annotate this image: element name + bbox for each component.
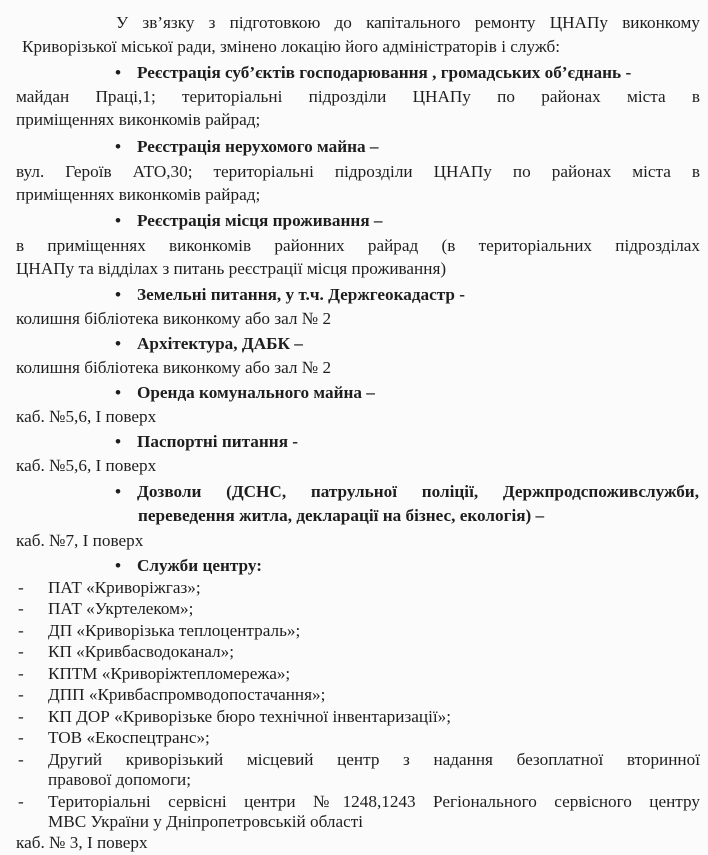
section-body: приміщеннях виконкомів райрад; bbox=[16, 110, 261, 129]
section-body: колишня бібліотека виконкому або зал № 2 bbox=[16, 309, 332, 328]
section-heading-business-registration: • Реєстрація суб’єктів господарювання , громадських об’єднань - bbox=[115, 63, 632, 82]
dash-icon: - bbox=[18, 642, 24, 662]
section-heading-architecture: • Архітектура, ДАБК – bbox=[115, 334, 303, 353]
dash-icon: - bbox=[18, 749, 24, 769]
section-body: каб. №7, І поверх bbox=[16, 531, 144, 550]
service-list-item: - ПАТ «Укртелеком»; bbox=[18, 599, 194, 619]
bullet-icon: • bbox=[115, 334, 122, 353]
section-heading-permits-cont: переведення житла, декларації на бізнес, екологія) – bbox=[138, 506, 545, 525]
service-list-item: - Другий криворізький місцевий центр з надання безоплатної вторинної bbox=[18, 749, 700, 769]
intro-line-2: Криворізької міської ради, змінено локацію його адміністраторів і служб: bbox=[22, 37, 561, 56]
service-list-item-cont: МВС України у Дніпропетровській області bbox=[48, 812, 364, 832]
dash-icon: - bbox=[18, 685, 24, 705]
bullet-icon: • bbox=[115, 432, 122, 451]
dash-icon: - bbox=[18, 599, 24, 619]
service-list-item: - КП ДОР «Криворізьке бюро технічної інвентаризації»; bbox=[18, 706, 451, 726]
section-heading-passport-issues: • Паспортні питання - bbox=[115, 432, 299, 451]
section-heading-land-issues: • Земельні питання, у т.ч. Держгеокадастр - bbox=[115, 285, 465, 304]
section-body: каб. №5,6, І поверх bbox=[16, 456, 157, 475]
service-list-item: - ПАТ «Криворіжгаз»; bbox=[18, 577, 201, 597]
dash-icon: - bbox=[18, 706, 24, 726]
section-heading-center-services: • Служби центру: bbox=[115, 556, 262, 575]
section-heading-residence-registration: • Реєстрація місця проживання – bbox=[115, 211, 383, 230]
intro-line-1: У зв’язку з підготовкою до капітального ремонту ЦНАПу виконкому bbox=[116, 13, 700, 32]
section-body: майдан Праці,1; територіальні підрозділи ЦНАПу по районах міста в bbox=[16, 87, 700, 106]
bullet-icon: • bbox=[115, 285, 122, 304]
bullet-icon: • bbox=[115, 556, 122, 575]
service-list-item: - ДП «Криворізька теплоцентраль»; bbox=[18, 620, 301, 640]
section-body: приміщеннях виконкомів райрад; bbox=[16, 185, 261, 204]
bullet-icon: • bbox=[115, 137, 122, 156]
dash-icon: - bbox=[18, 728, 24, 748]
service-list-item: - ДПП «Кривбаспромводопостачання»; bbox=[18, 685, 326, 705]
section-heading-municipal-property-lease: • Оренда комунального майна – bbox=[115, 383, 375, 402]
dash-icon: - bbox=[18, 791, 24, 811]
service-list-item: - ТОВ «Екоспецтранс»; bbox=[18, 728, 210, 748]
service-list-item: - Територіальні сервісні центри №1248,1243 Регіонального сервісного центру bbox=[18, 791, 700, 811]
bullet-icon: • bbox=[115, 211, 122, 230]
section-body: колишня бібліотека виконкому або зал № 2 bbox=[16, 358, 332, 377]
service-list-item-cont: правової допомоги; bbox=[48, 770, 191, 790]
closing-location: каб. № 3, І поверх bbox=[16, 833, 148, 853]
service-list-item: - КП «Кривбасводоканал»; bbox=[18, 642, 234, 662]
bullet-icon: • bbox=[115, 63, 122, 82]
dash-icon: - bbox=[18, 663, 24, 683]
dash-icon: - bbox=[18, 577, 24, 597]
section-heading-permits: • Дозволи (ДСНС, патрульної поліції, Держпродспоживслужби, bbox=[115, 482, 699, 501]
section-body: вул. Героїв АТО,30; територіальні підрозділи ЦНАПу по районах міста в bbox=[16, 162, 700, 181]
section-body: каб. №5,6, І поверх bbox=[16, 407, 157, 426]
section-body: ЦНАПу та відділах з питань реєстрації місця проживання) bbox=[16, 259, 447, 278]
section-body: в приміщеннях виконкомів районних райрад (в територіальних підрозділах bbox=[16, 236, 700, 255]
dash-icon: - bbox=[18, 620, 24, 640]
bullet-icon: • bbox=[115, 383, 122, 402]
section-heading-real-estate-registration: • Реєстрація нерухомого майна – bbox=[115, 137, 379, 156]
service-list-item: - КПТМ «Криворіжтепломережа»; bbox=[18, 663, 291, 683]
bullet-icon: • bbox=[115, 482, 122, 501]
